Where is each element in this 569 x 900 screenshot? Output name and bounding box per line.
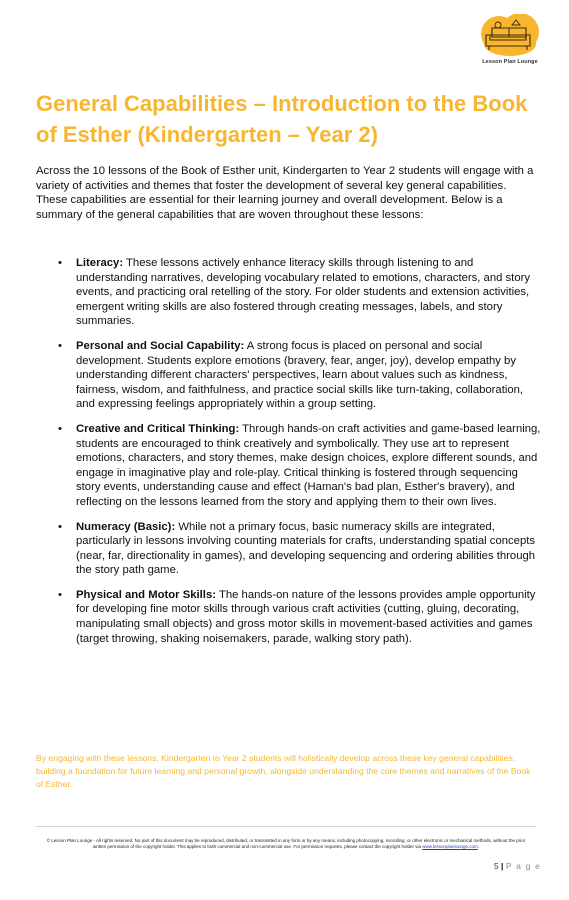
footer-copyright [44,838,528,850]
intro-paragraph: Across the 10 lessons of the Book of Esther unit, Kindergarten to Year 2 students will engage with a variety of activities and themes that foster the development of several key general capabilities. These capabilities are essential for their learning journey and overall development. Below is a summary of the general capabilities that are woven throughout these lessons: [36,165,534,221]
list-item [56,588,544,646]
capability-text: The hands-on nature of the lessons provides ample opportunity for developing fine motor skills through various craft activities (cutting, gluing, decorating, manipulating small objects) and gross motor skills in movement-based activities and games (target throwing, shaking noisemakers, parade, walking story path). [76,588,536,645]
capability-text: While not a primary focus, basic numeracy skills are integrated, particularly in lessons involving counting materials for crafts, understanding spatial concepts (near, far, directionality in games), and developing sequencing and ordering abilities through the story path game. [76,520,536,577]
capability-text: Through hands-on craft activities and game-based learning, students are encouraged to think creatively and symbolically. They use art to represent emotions, characters, and story themes, make design choices, explore different sounds, and engage in imaginative play and role-play. Critical thinking is fostered through sequencing story events, understanding cause and effect (Haman's bad plan, Esther's bravery), and reflecting on the lessons learned from the story and applying them to their own lives. [76,422,541,508]
list-item [56,339,544,412]
capability-text: These lessons actively enhance literacy skills through listening to and understanding narratives, developing vocabulary related to emotions, characters, and story events, and practicing oral retelling of the story. For older students and extension activities, emergent writing skills are also fostered through creating messages, labels, and story summaries. [76,257,531,328]
copyright-text: © Lesson Plan Lounge - All rights reserved. No part of this document may be reproduced, distributed, or transmitted in any form or by any means, including photocopying, recording, or other electronic or mechanical methods, without the prior written permission of the copyright holder. This applies to both commercial and non-commercial use. For permission requests, please contact the copyright holder via [46,838,526,850]
bullet-icon: • [58,257,62,269]
footer-divider [36,826,536,827]
page-number [494,861,541,871]
bullet-icon: • [58,520,62,533]
page-number-value: 5 [493,861,499,871]
list-item [56,422,544,510]
page-separator: | [501,861,504,871]
bullet-icon: • [58,339,62,352]
capability-title: Personal and Social Capability: [76,339,245,352]
bullet-icon: • [58,588,62,601]
capability-title: Creative and Critical Thinking: [76,422,240,435]
closing-paragraph: By engaging with these lessons, Kindergarten to Year 2 students will holistically develop across these key general capabilities, building a foundation for future learning and personal growth, alongside understanding the core themes and narratives of the Book of Esther. [36,753,531,789]
capability-title: Physical and Motor Skills: [76,588,216,601]
list-item [56,256,544,329]
website-link[interactable]: www.lessonplanlounge.com [422,844,478,850]
list-item [56,520,544,578]
logo [474,14,546,70]
page-label: P a g e [505,861,541,871]
capability-title: Literacy: [76,257,124,269]
link-suffix: . [477,844,480,850]
sofa-icon [474,14,546,60]
bullet-icon: • [58,422,62,435]
page-title: General Capabilities – Introduction to the Book of Esther (Kindergarten – Year 2) [36,91,528,147]
capabilities-list [56,256,544,656]
capability-title: Numeracy (Basic): [76,520,176,533]
capability-text: A strong focus is placed on personal and social development. Students explore emotions (bravery, fear, anger, joy), develop empathy by understanding different characters' perspectives, learn about values such as kindness, fairness, wisdom, and faithfulness, and practice social skills like turn-taking, collaboration, and expressing feelings appropriately within a group setting. [76,339,524,411]
logo-text: Lesson Plan Lounge [482,59,538,65]
